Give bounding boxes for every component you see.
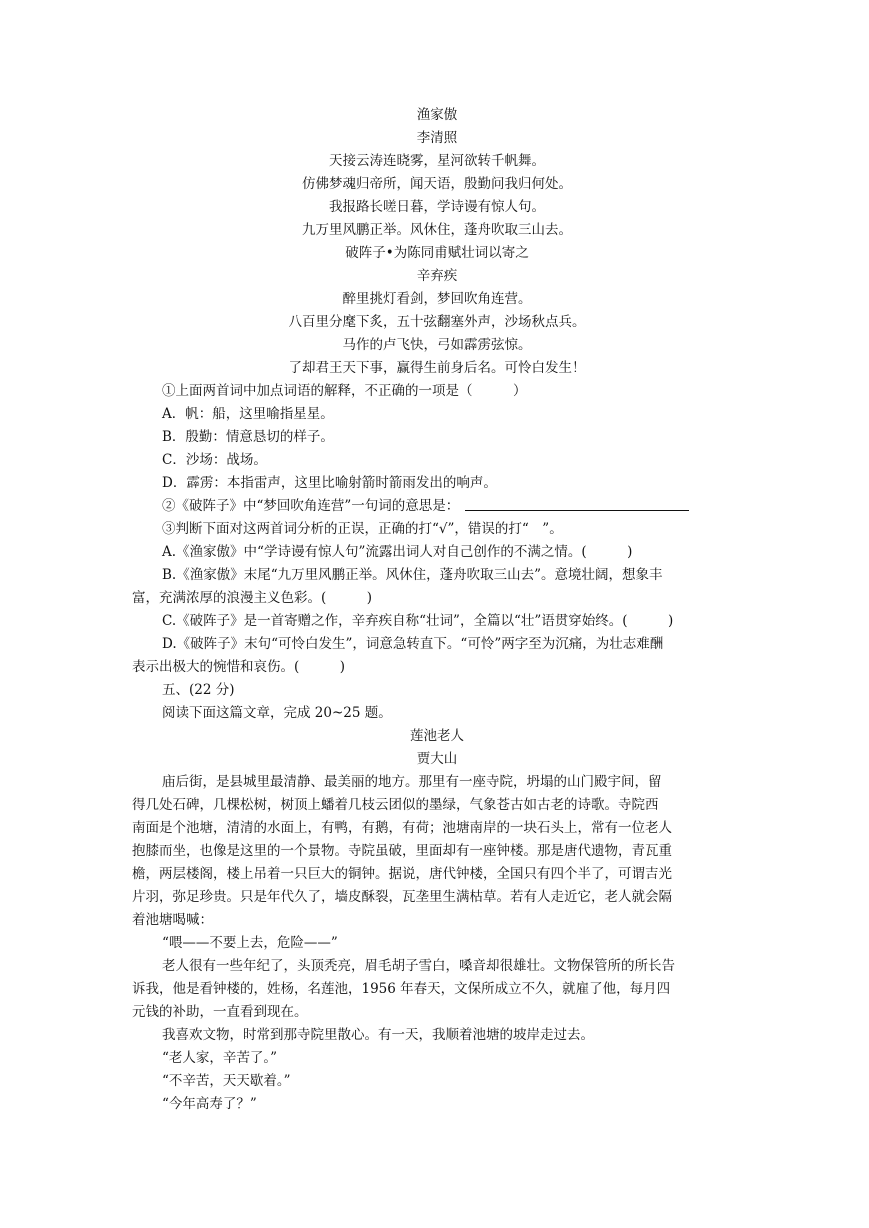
article-line: 诉我，他是看钟楼的，姓杨，名莲池，1956 年春天，文保所成立不久，就雇了他，每月四 [132, 981, 671, 997]
poem2-author: 辛弃疾 [416, 268, 458, 284]
article-line: 庙后街，是县城里最清静、最美丽的地方。那里有一座寺院，坍塌的山门殿宇间，留 [162, 774, 662, 790]
poem1-line: 我报路长嗟日暮，学诗谩有惊人句。 [329, 199, 545, 215]
article-line: 元钱的补助，一直看到现在。 [132, 1004, 308, 1020]
poem2-line: 醉里挑灯看剑，梦回吹角连营。 [342, 291, 532, 307]
question-2-text: ②《破阵子》中“梦回吹角连营”一句词的意思是： [162, 498, 460, 514]
article-line: 抱膝而坐，也像是这里的一个景物。寺院虽破，里面却有一座钟楼。那是唐代遗物，青瓦重 [132, 843, 672, 859]
question-1-option: C．沙场：战场。 [162, 452, 267, 468]
section-heading: 五、(22 分) [162, 682, 235, 698]
poem2-line: 了却君王天下事，赢得生前身后名。可怜白发生！ [288, 360, 586, 376]
article-line: 檐，两层楼阁，楼上吊着一只巨大的铜钟。据说，唐代钟楼，全国只有四个半了，可谓吉光 [132, 866, 672, 882]
question-1-option: A．帆：船，这里喻指星星。 [162, 406, 334, 422]
article-title: 莲池老人 [410, 728, 464, 744]
poem1-line: 仿佛梦魂归帝所，闻天语，殷勤问我归何处。 [302, 176, 572, 192]
section-instruction: 阅读下面这篇文章，完成 20~25 题。 [162, 705, 392, 721]
article-dialogue: “今年高寿了？” [162, 1096, 257, 1112]
poem1-line: 九万里风鹏正举。风休住，蓬舟吹取三山去。 [302, 222, 572, 238]
question-1-option: D．霹雳：本指雷声，这里比喻射箭时箭雨发出的响声。 [162, 475, 497, 491]
poem2-title: 破阵子•为陈同甫赋壮词以寄之 [345, 245, 529, 261]
poem2-line: 八百里分麾下炙，五十弦翻塞外声，沙场秋点兵。 [288, 314, 586, 330]
question-3-c: C.《破阵子》是一首寄赠之作，辛弃疾自称“壮词”，全篇以“壮”语贯穿始终。( ) [162, 613, 674, 629]
question-3-b: B.《渔家傲》末尾“九万里风鹏正举。风休住，蓬舟吹取三山去”。意境壮阔，想象丰 [162, 567, 663, 583]
article-line: 老人很有一些年纪了，头顶秃亮，眉毛胡子雪白，嗓音却很雄壮。文物保管所的所长告 [162, 958, 675, 974]
question-3-a: A.《渔家傲》中“学诗谩有惊人句”流露出词人对自己创作的不满之情。( ) [162, 544, 633, 560]
question-2 [162, 495, 689, 518]
article-line: 南面是个池塘，清清的水面上，有鸭，有鹅，有荷；池塘南岸的一块石头上，常有一位老人 [132, 820, 672, 836]
poem2-line: 马作的卢飞快，弓如霹雳弦惊。 [342, 337, 532, 353]
question-1: ①上面两首词中加点词语的解释，不正确的一项是（ ） [162, 383, 527, 399]
poem1-author: 李清照 [416, 130, 458, 146]
poem1-title: 渔家傲 [416, 107, 458, 123]
article-line: 得几处石碑，几棵松树，树顶上蟠着几枝云团似的墨绿，气象苍古如古老的诗歌。寺院西 [132, 797, 659, 813]
article-dialogue: “不辛苦，天天歇着。” [162, 1073, 291, 1089]
article-line: 我喜欢文物，时常到那寺院里散心。有一天，我顺着池塘的坡岸走过去。 [162, 1027, 594, 1043]
answer-blank [465, 496, 689, 511]
question-3-d: D.《破阵子》末句“可怜白发生”，词意急转直下。“可怜”两字至为沉痛，为壮志难酬 [162, 636, 664, 652]
article-line: 着池塘喝喊： [132, 912, 213, 928]
article-line: 片羽，弥足珍贵。只是年代久了，墙皮酥裂，瓦垄里生满枯草。若有人走近它，老人就会隔 [132, 889, 672, 905]
article-dialogue: “喂——不要上去，危险——” [162, 935, 338, 951]
question-3: ③判断下面对这两首词分析的正误，正确的打“√”，错误的打“ ”。 [162, 521, 563, 537]
question-1-option: B．殷勤：情意恳切的样子。 [162, 429, 334, 445]
poem1-line: 天接云涛连晓雾，星河欲转千帆舞。 [329, 153, 545, 169]
article-dialogue: “老人家，辛苦了。” [162, 1050, 278, 1066]
question-3-d-cont: 表示出极大的惋惜和哀伤。( ) [132, 659, 346, 675]
question-3-b-cont: 富，充满浓厚的浪漫主义色彩。( ) [132, 590, 373, 606]
article-author: 贾大山 [416, 751, 458, 767]
